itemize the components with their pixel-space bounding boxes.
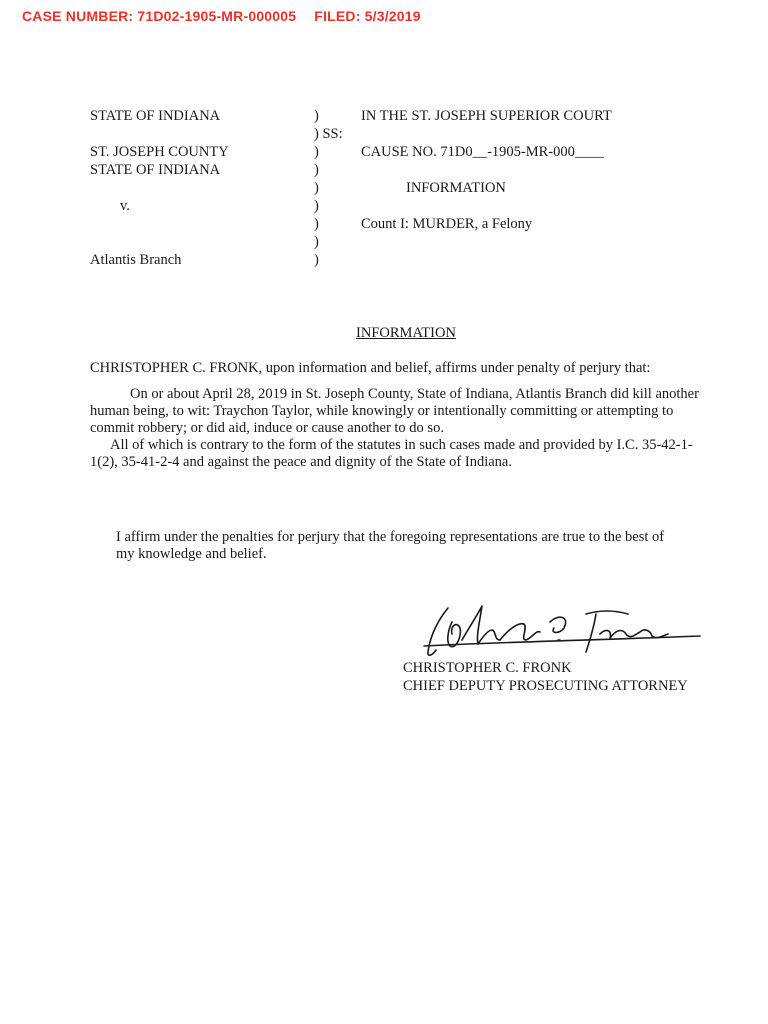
caption-line: STATE OF INDIANA — [90, 162, 221, 178]
body-line: human being, to wit: Traychon Taylor, while knowingly or intentionally committing or attempting to — [90, 403, 674, 419]
paren: ) — [314, 144, 319, 160]
count-charge: Count I: MURDER, a Felony — [361, 216, 533, 232]
caption-line: v. — [120, 198, 130, 214]
paren: ) SS: — [314, 126, 343, 142]
body-line: commit robbery; or did aid, induce or cause another to do so. — [90, 420, 444, 436]
caption-court — [361, 108, 612, 234]
paren: ) — [314, 252, 319, 268]
information-body — [90, 360, 730, 471]
document-type: INFORMATION — [406, 180, 506, 196]
body-line: 1(2), 35-41-2-4 and against the peace and dignity of the State of Indiana. — [90, 454, 512, 470]
cause-number: CAUSE NO. 71D0__-1905-MR-000____ — [361, 144, 604, 160]
paren: ) — [314, 180, 319, 196]
intro-paragraph: CHRISTOPHER C. FRONK, upon information and belief, affirms under penalty of perjury that: — [90, 360, 651, 376]
court-name: IN THE ST. JOSEPH SUPERIOR COURT — [361, 108, 612, 124]
caption-parens — [314, 108, 354, 270]
signer-block — [403, 660, 688, 696]
affirmation-line: I affirm under the penalties for perjury that the foregoing representations are true to the best of — [116, 529, 665, 545]
paren: ) — [314, 162, 319, 178]
signature — [400, 600, 720, 660]
affirmation — [116, 529, 716, 563]
signer-name: CHRISTOPHER C. FRONK — [403, 660, 572, 676]
signer-title: CHIEF DEPUTY PROSECUTING ATTORNEY — [403, 678, 688, 694]
filed-date: FILED: 5/3/2019 — [314, 8, 421, 24]
paren: ) — [314, 108, 319, 124]
body-line: All of which is contrary to the form of the statutes in such cases made and provided by I.C. 35-42-1- — [110, 437, 693, 453]
caption-line — [90, 180, 229, 198]
paren: ) — [314, 216, 319, 232]
paren: ) — [314, 234, 319, 250]
caption-line — [90, 126, 229, 144]
page-title: INFORMATION — [356, 325, 456, 341]
case-number: CASE NUMBER: 71D02-1905-MR-000005 — [22, 8, 297, 24]
paren: ) — [314, 198, 319, 214]
caption-parties — [90, 108, 229, 270]
filing-stamp — [22, 8, 421, 25]
body-line: On or about April 28, 2019 in St. Joseph County, State of Indiana, Atlantis Branch did kill another — [130, 386, 699, 402]
caption-line: ST. JOSEPH COUNTY — [90, 144, 229, 160]
caption-line — [90, 216, 229, 234]
affirmation-line: my knowledge and belief. — [116, 546, 267, 562]
caption-line: STATE OF INDIANA — [90, 108, 221, 124]
caption-line — [90, 234, 229, 252]
defendant-name: Atlantis Branch — [90, 252, 182, 268]
